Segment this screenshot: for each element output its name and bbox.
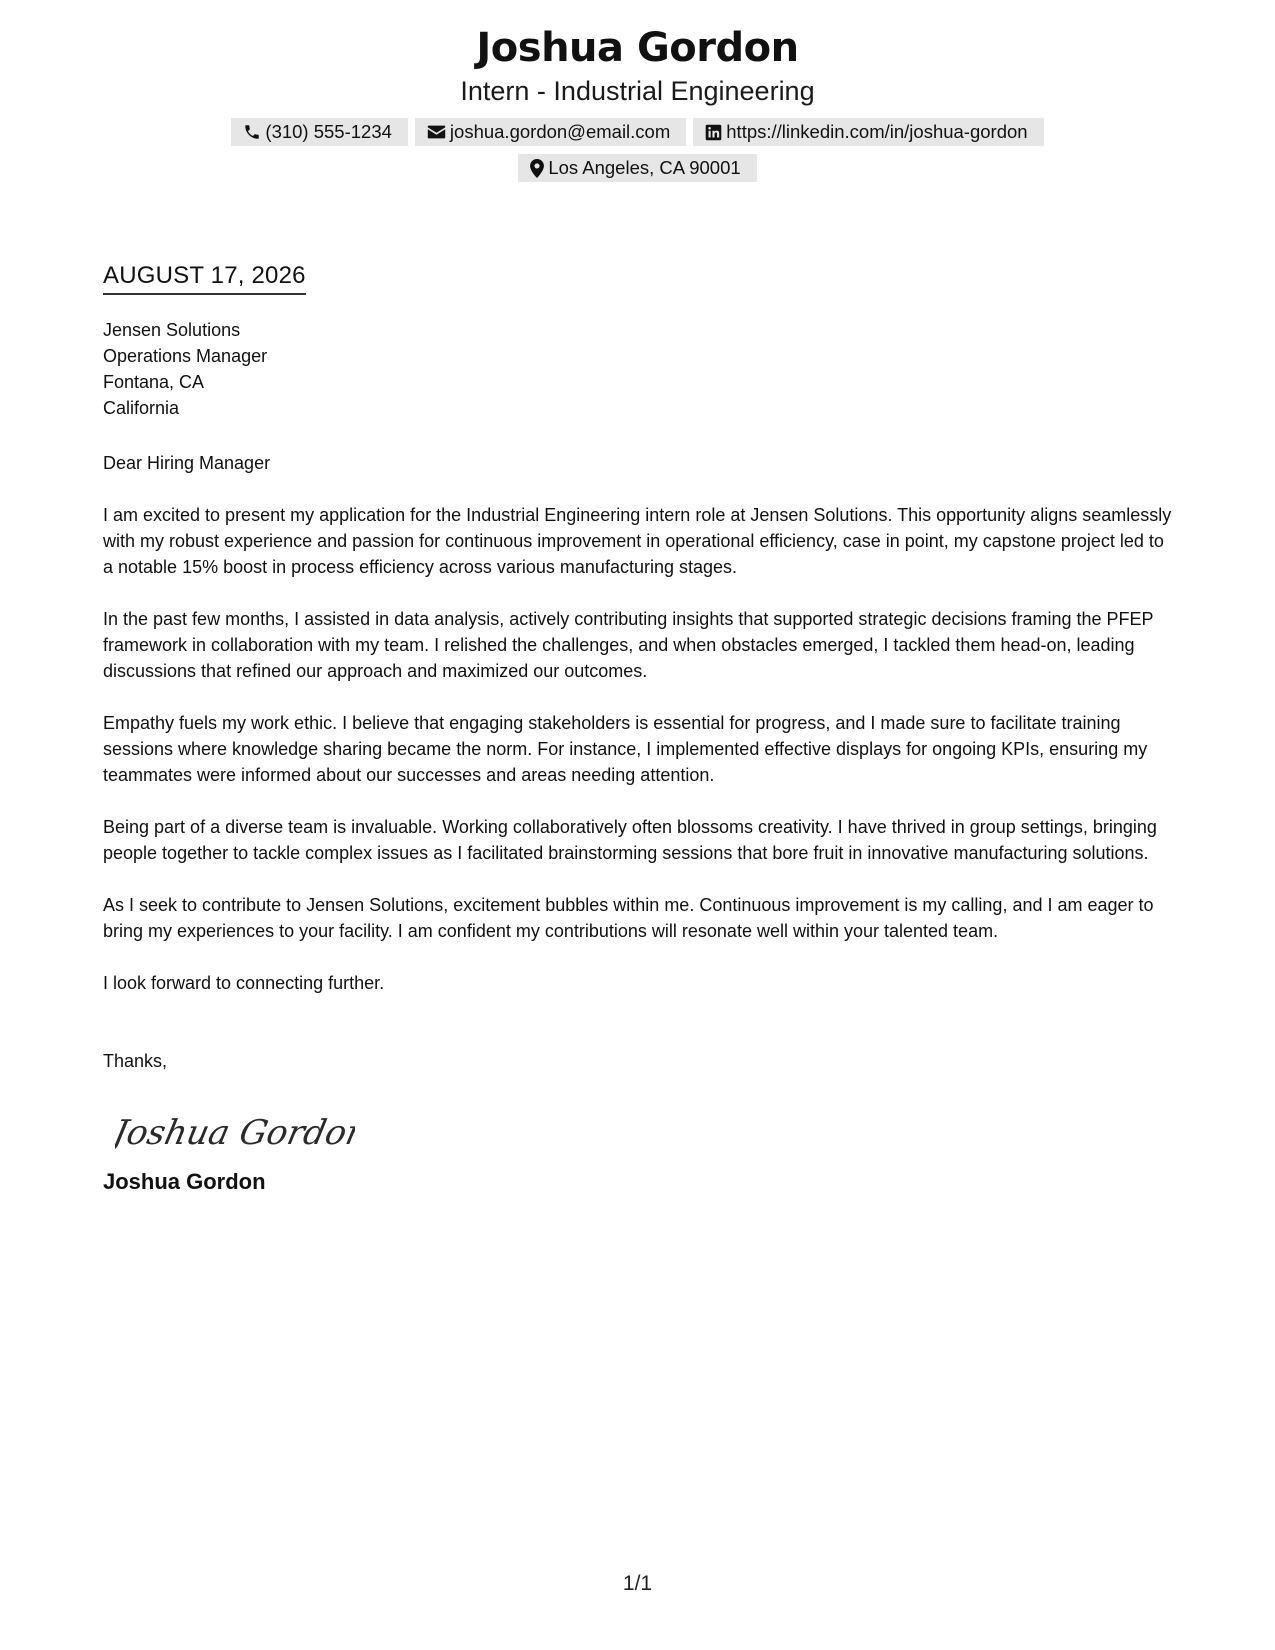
signature-text: Joshua Gordon: [115, 1113, 355, 1153]
contact-email[interactable]: [415, 118, 686, 146]
body-paragraph: I am excited to present my application for the Industrial Engineering intern role at Jensen Solutions. This opportunity aligns seamlessly with my robust experience and passion for continuous improvement in operational efficiency, case in point, my capstone project led to a notable 15% boost in process efficiency across various manufacturing stages.: [103, 505, 1172, 577]
recipient-city: Fontana, CA: [103, 372, 205, 392]
closing: Thanks,: [103, 1051, 168, 1071]
recipient-state: California: [103, 398, 180, 418]
body-paragraph: Being part of a diverse team is invaluable. Working collaboratively often blossoms creativity. I have thrived in group settings, bringing people together to tackle complex issues as I facilitated brainstorming sessions that bore fruit in innovative manufacturing solutions.: [103, 817, 1157, 863]
sender-name: Joshua Gordon: [476, 25, 799, 71]
phone-icon: [243, 123, 261, 141]
contact-location-text: Los Angeles, CA 90001: [548, 157, 741, 178]
recipient-title: Operations Manager: [103, 346, 268, 366]
contact-location: [518, 154, 756, 182]
contact-phone: [231, 118, 408, 146]
body-paragraph: As I seek to contribute to Jensen Solutions, excitement bubbles within me. Continuous improvement is my calling, and I am eager to bring my experiences to your facility. I am confident my contributions will resonate well within your talented team.: [103, 895, 1154, 941]
contact-list: [208, 118, 1068, 182]
contact-linkedin[interactable]: [693, 118, 1043, 146]
handwritten-signature: [115, 1108, 1173, 1156]
body-paragraph: In the past few months, I assisted in data analysis, actively contributing insights that supported strategic decisions framing the PFEP framework in collaboration with my team. I relished the challenges, and when obstacles emerged, I tackled them head-on, leading discussions that refined our approach and maximized our outcomes.: [103, 609, 1154, 681]
contact-email-text: joshua.gordon@email.com: [449, 121, 671, 142]
recipient-block: [103, 317, 1173, 421]
letter-date: AUGUST 17, 2026: [103, 260, 306, 295]
body-paragraph: Empathy fuels my work ethic. I believe that engaging stakeholders is essential for progress, and I made sure to facilitate training sessions where knowledge sharing became the norm. For instance, I implemented effective displays for ongoing KPIs, ensuring my teammates were informed about our successes and areas needing attention.: [103, 713, 1148, 785]
contact-linkedin-text: https://linkedin.com/in/joshua-gordon: [726, 121, 1028, 142]
letter-body: [103, 260, 1173, 1196]
sender-role: Intern - Industrial Engineering: [460, 76, 815, 106]
letter-header: [0, 22, 1275, 182]
recipient-company: Jensen Solutions: [103, 320, 241, 340]
map-marker-icon: [530, 159, 544, 178]
linkedin-icon: [705, 124, 722, 141]
envelope-icon: [427, 124, 446, 140]
salutation: Dear Hiring Manager: [103, 453, 271, 473]
page-number: 1/1: [622, 1572, 653, 1595]
signer-name: Joshua Gordon: [103, 1169, 266, 1194]
body-paragraph: I look forward to connecting further.: [103, 973, 385, 993]
contact-phone-text: (310) 555-1234: [265, 121, 392, 142]
